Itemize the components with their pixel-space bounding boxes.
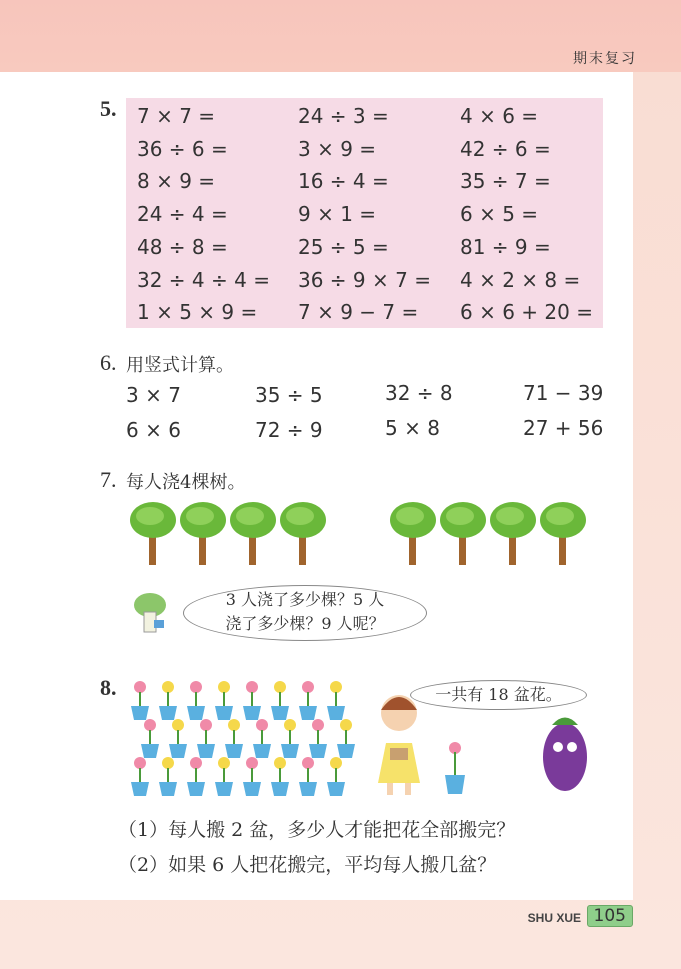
q5-number: 5. (100, 96, 117, 121)
section-header: 期末复习 (573, 51, 637, 67)
q7-speech-bubble (183, 585, 427, 641)
q6-exercise: 35 ÷ 5 (255, 383, 323, 407)
q8-speech-bubble: 一共有 18 盆花。 (410, 680, 587, 710)
tree-icon (438, 500, 488, 565)
flower-pot-icon (248, 718, 276, 758)
q6-exercise: 27 + 56 (523, 416, 604, 440)
flower-pot-icon (136, 718, 164, 758)
q5-exercise: 7 × 9 − 7 = (298, 300, 419, 325)
q5-exercise: 16 ÷ 4 = (298, 169, 389, 194)
flower-pot-icon (154, 680, 182, 720)
q6-exercise: 72 ÷ 9 (255, 418, 323, 442)
q5-exercise: 48 ÷ 8 = (137, 234, 228, 259)
q7-title: 每人浇4棵树。 (126, 472, 246, 493)
q8-number: 8. (100, 675, 117, 700)
flower-pot-icon (238, 756, 266, 796)
q7-number: 7. (100, 467, 117, 492)
q5-exercise: 36 ÷ 6 = (137, 136, 228, 161)
q6-exercise: 6 × 6 (126, 418, 181, 442)
tree-icon (488, 500, 538, 565)
tree-icon (178, 500, 228, 565)
tree-icon (128, 500, 178, 565)
flower-pot-icon (238, 680, 266, 720)
q8-subquestion-2: （2）如果 6 人把花搬完，平均每人搬几盆？ (118, 854, 497, 876)
q5-exercise: 6 × 6 + 20 = (460, 300, 593, 325)
tree-icon (538, 500, 588, 565)
flower-pot-icon (220, 718, 248, 758)
q5-exercise: 4 × 2 × 8 = (460, 267, 581, 292)
flower-pot-icon (266, 756, 294, 796)
q5-exercise: 9 × 1 = (298, 202, 377, 227)
tree-icon (388, 500, 438, 565)
flower-pot-icon (164, 718, 192, 758)
flower-pot-icon (182, 756, 210, 796)
q5-exercise: 42 ÷ 6 = (460, 136, 551, 161)
q6-number: 6. (100, 350, 117, 375)
eggplant-character-illustration (530, 705, 600, 795)
q8-subquestion-1: （1）每人搬 2 盆，多少人才能把花全部搬完？ (118, 819, 516, 841)
flower-pot-icon (126, 680, 154, 720)
flower-pot-icon (210, 680, 238, 720)
q6-exercise: 32 ÷ 8 (385, 381, 453, 405)
q7-bubble-line2: 浇了多少棵？9 人呢？ (225, 614, 385, 633)
flower-pot-icon (304, 718, 332, 758)
q5-exercise: 24 ÷ 3 = (298, 104, 389, 128)
q5-exercise: 25 ÷ 5 = (298, 234, 389, 259)
q5-exercise: 32 ÷ 4 ÷ 4 = (137, 267, 270, 292)
q5-exercise: 3 × 9 = (298, 136, 377, 161)
q5-exercise: 7 × 7 = (137, 104, 216, 128)
q5-exercise: 24 ÷ 4 = (137, 202, 228, 227)
q5-exercise: 1 × 5 × 9 = (137, 300, 258, 325)
flower-pot-icon (294, 756, 322, 796)
q5-exercise-grid (126, 98, 603, 328)
q5-exercise: 36 ÷ 9 × 7 = (298, 267, 431, 292)
q5-exercise: 4 × 6 = (460, 104, 539, 128)
flower-pot-icon (322, 680, 350, 720)
q6-exercise: 5 × 8 (385, 416, 440, 440)
flower-pot-icon (182, 680, 210, 720)
girl-illustration (372, 688, 427, 798)
q5-exercise: 8 × 9 = (137, 169, 216, 194)
tree-icon (278, 500, 328, 565)
flower-pot-icon (210, 756, 238, 796)
q7-bubble-line1: 3 人浇了多少棵？5 人 (225, 590, 385, 609)
page-number: 105 (587, 905, 633, 927)
q5-exercise: 35 ÷ 7 = (460, 169, 551, 194)
flower-pot-icon (192, 718, 220, 758)
flower-pot-icon (440, 740, 470, 795)
footer-subject-label: SHU XUE (527, 911, 581, 925)
q6-exercise: 71 − 39 (523, 381, 604, 405)
q5-exercise: 81 ÷ 9 = (460, 234, 551, 259)
flower-pot-icon (266, 680, 294, 720)
flower-pot-icon (332, 718, 360, 758)
cabbage-character-illustration (128, 590, 173, 635)
q5-exercise: 6 × 5 = (460, 202, 539, 227)
tree-icon (228, 500, 278, 565)
flower-pot-icon (276, 718, 304, 758)
q6-exercise: 3 × 7 (126, 383, 181, 407)
flower-pot-icon (126, 756, 154, 796)
flower-pot-icon (294, 680, 322, 720)
q6-title: 用竖式计算。 (126, 355, 234, 376)
flower-pot-icon (322, 756, 350, 796)
flower-pot-icon (154, 756, 182, 796)
